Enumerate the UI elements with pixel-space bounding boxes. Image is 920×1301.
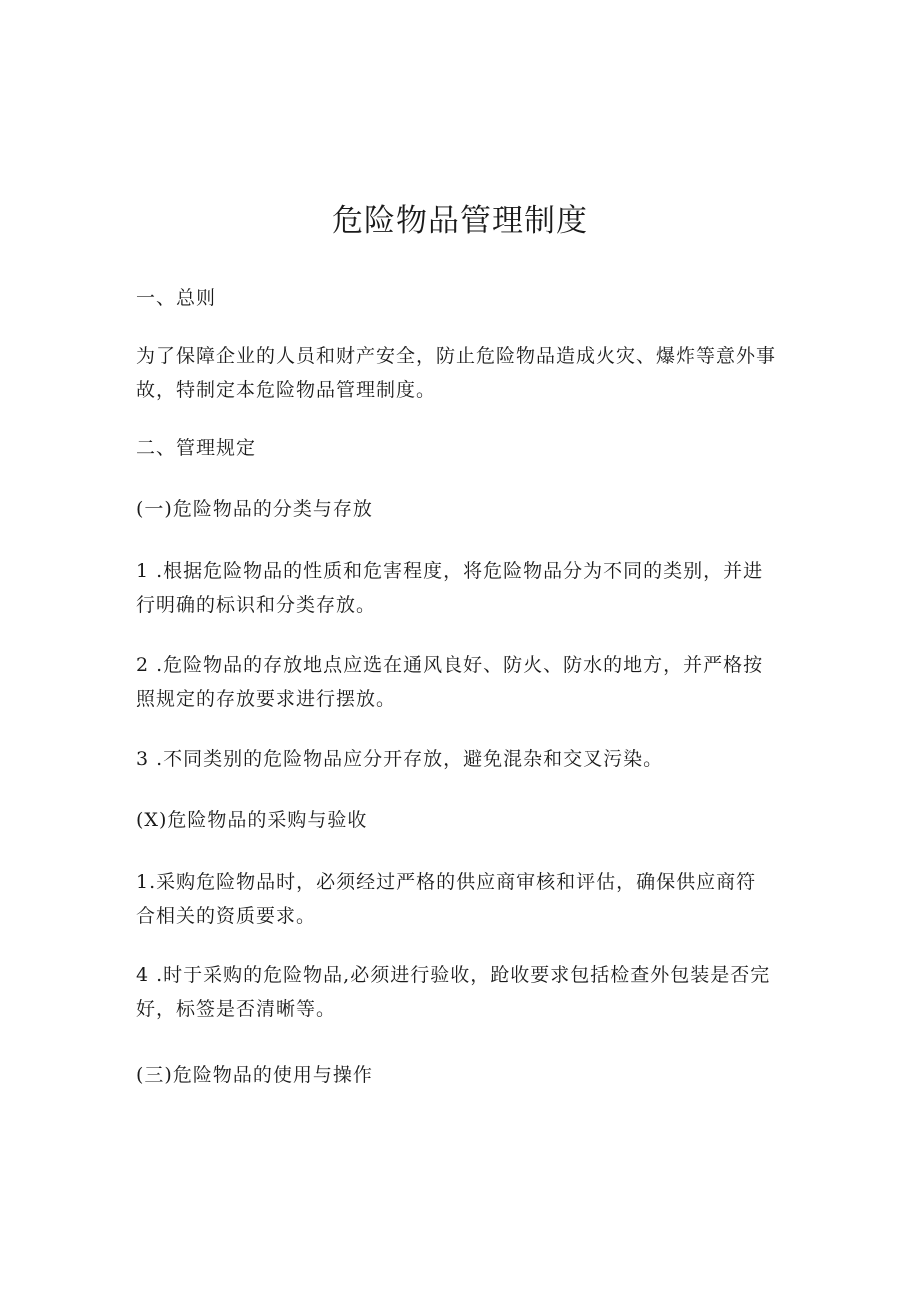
section-heading-rules: 二、管理规定: [136, 437, 257, 459]
list-item-acceptance-check: 4 .时于采购的危险物品,必须进行验收，跄收要求包括检查外包装是否完好，标签是否清晰等。: [136, 964, 771, 1020]
paragraph-purpose: 为了保障企业的人员和财产安全，防止危险物品造成火灾、爆炸等意外事故，特制定本危险物品管理制度。: [136, 345, 777, 401]
document-title: 危险物品管理制度: [332, 203, 588, 239]
list-item-separate-storage: 3 .不同类别的危险物品应分开存放，避免混杂和交叉污染。: [136, 748, 664, 770]
subsection-heading-usage: (三)危险物品的使用与操作: [136, 1064, 373, 1086]
list-item-storage-location: 2 .危险物品的存放地点应选在通风良好、防火、防水的地方，并严格按照规定的存放要求进行摆放。: [136, 654, 764, 710]
subsection-heading-classification: (一)危险物品的分类与存放: [136, 498, 373, 520]
subsection-heading-procurement: (X)危险物品的采购与验收: [136, 809, 368, 831]
section-heading-general: 一、总则: [136, 287, 217, 309]
list-item-classify: 1 .根据危险物品的性质和危害程度，将危险物品分为不同的类别，并进行明确的标识和分类存放。: [136, 560, 764, 616]
list-item-supplier-review: 1.采购危险物品时，必须经过严格的供应商审核和评估，确保供应商符合相关的资质要求。: [136, 871, 757, 927]
